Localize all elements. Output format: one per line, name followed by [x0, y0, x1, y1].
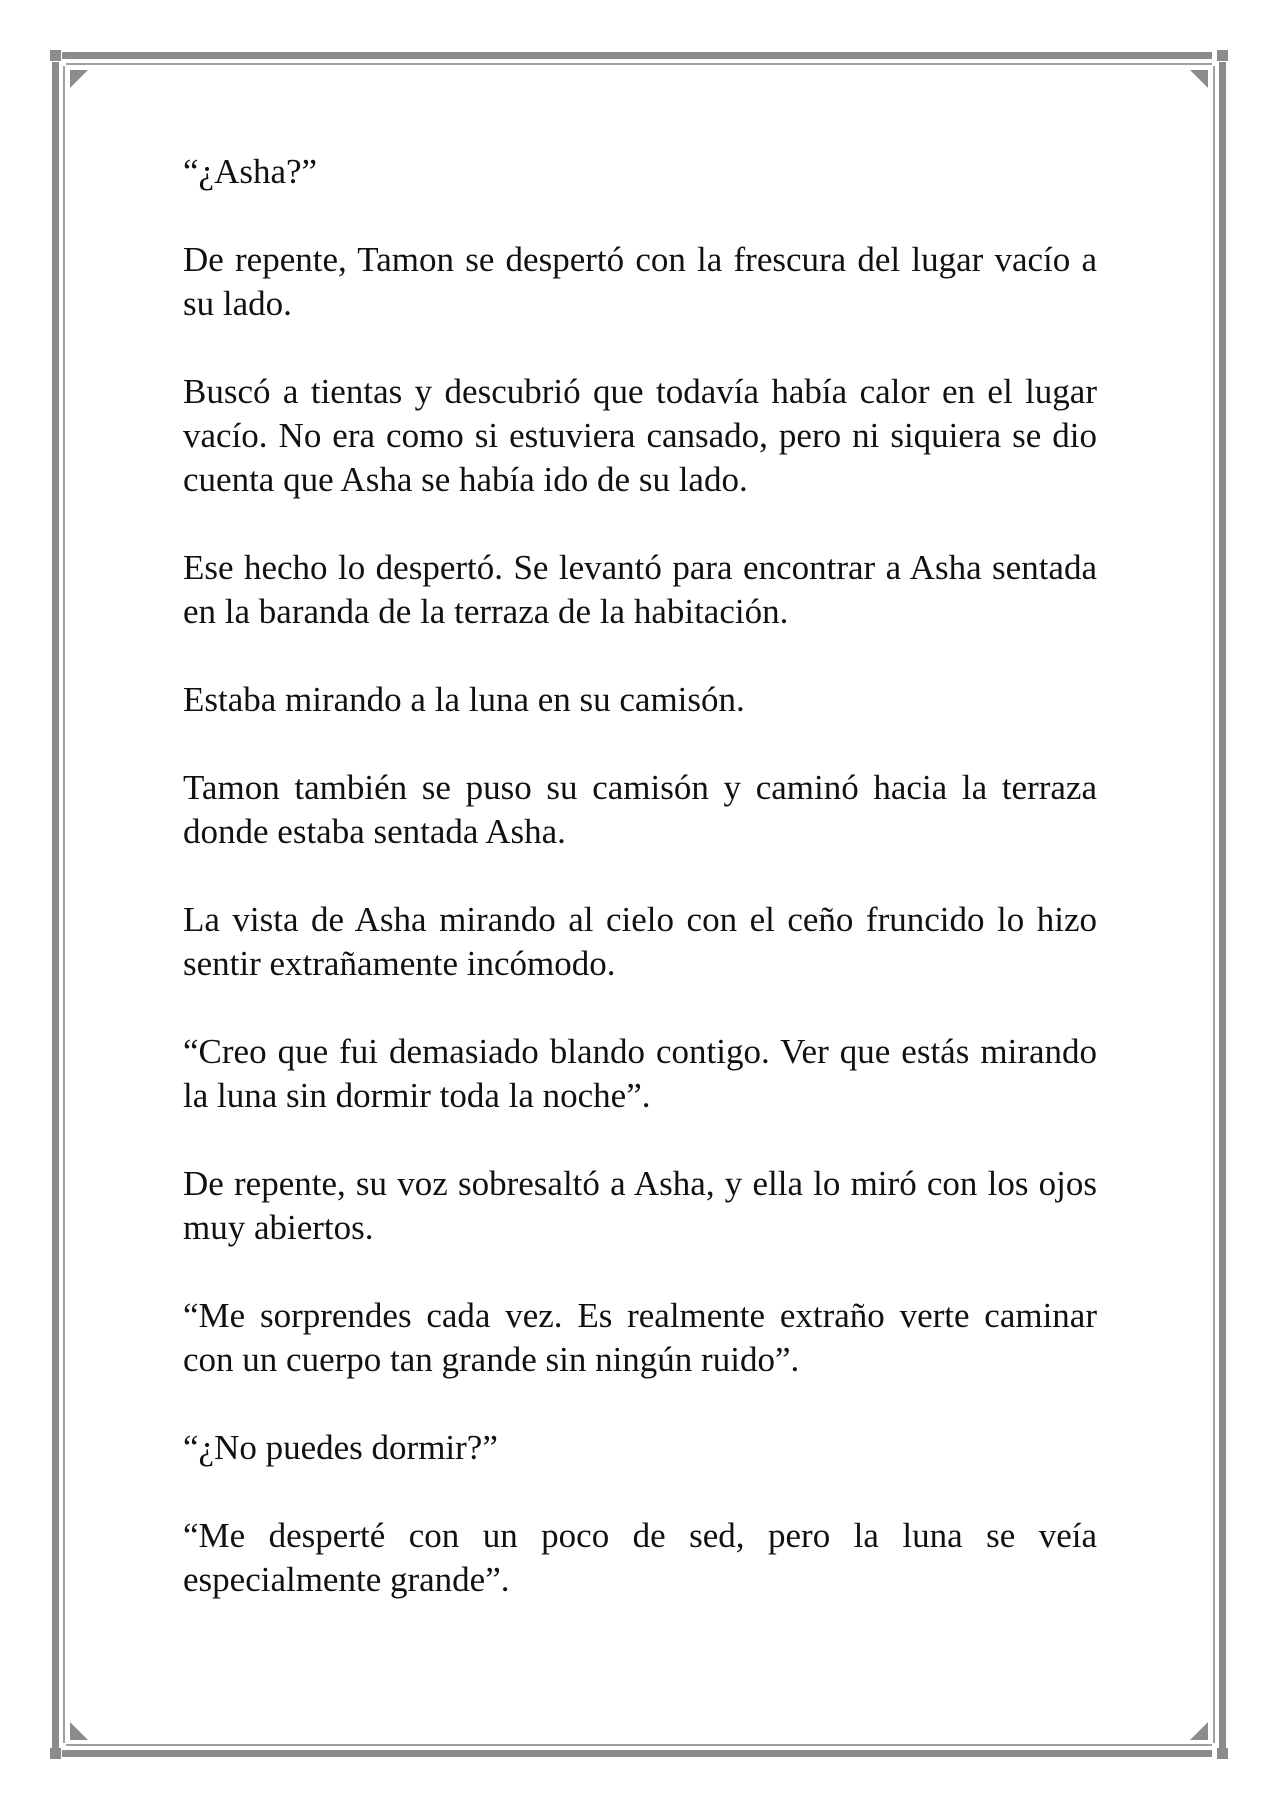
frame-corner-br [1217, 1748, 1228, 1759]
paragraph: “Me desperté con un poco de sed, pero la luna se veía especialmente grande”. [183, 1516, 1097, 1599]
frame-triangle-tl [70, 70, 88, 88]
paragraph: “¿No puedes dormir?” [183, 1428, 498, 1467]
frame-top-border [62, 52, 1212, 59]
frame-bottom-border [62, 1750, 1212, 1757]
frame-triangle-tr [1190, 70, 1208, 88]
paragraph: “¿Asha?” [183, 152, 318, 191]
frame-triangle-bl [70, 1722, 88, 1740]
frame-triangle-br [1190, 1722, 1208, 1740]
frame-right-border [1219, 62, 1226, 1748]
paragraph: La vista de Asha mirando al cielo con el ceño fruncido lo hizo sentir extrañamente incómodo. [183, 900, 1097, 983]
paragraph: De repente, Tamon se despertó con la frescura del lugar vacío a su lado. [183, 240, 1097, 323]
paragraph: Buscó a tientas y descubrió que todavía había calor en el lugar vacío. No era como si estuviera cansado, pero ni siquiera se dio cuenta que Asha se había ido de su lado. [183, 372, 1097, 499]
frame-corner-tr [1217, 50, 1228, 61]
paragraph: Estaba mirando a la luna en su camisón. [183, 680, 745, 719]
frame-corner-bl [50, 1748, 61, 1759]
page-text-body [183, 150, 1097, 1602]
frame-left-border [52, 62, 59, 1748]
paragraph: Tamon también se puso su camisón y caminó hacia la terraza donde estaba sentada Asha. [183, 768, 1097, 851]
paragraph: “Me sorprendes cada vez. Es realmente extraño verte caminar con un cuerpo tan grande sin ningún ruido”. [183, 1296, 1097, 1379]
frame-corner-tl [50, 50, 61, 61]
paragraph: De repente, su voz sobresaltó a Asha, y ella lo miró con los ojos muy abiertos. [183, 1164, 1097, 1247]
paragraph: Ese hecho lo despertó. Se levantó para encontrar a Asha sentada en la baranda de la terraza de la habitación. [183, 548, 1097, 631]
paragraph: “Creo que fui demasiado blando contigo. Ver que estás mirando la luna sin dormir toda la noche”. [183, 1032, 1097, 1115]
